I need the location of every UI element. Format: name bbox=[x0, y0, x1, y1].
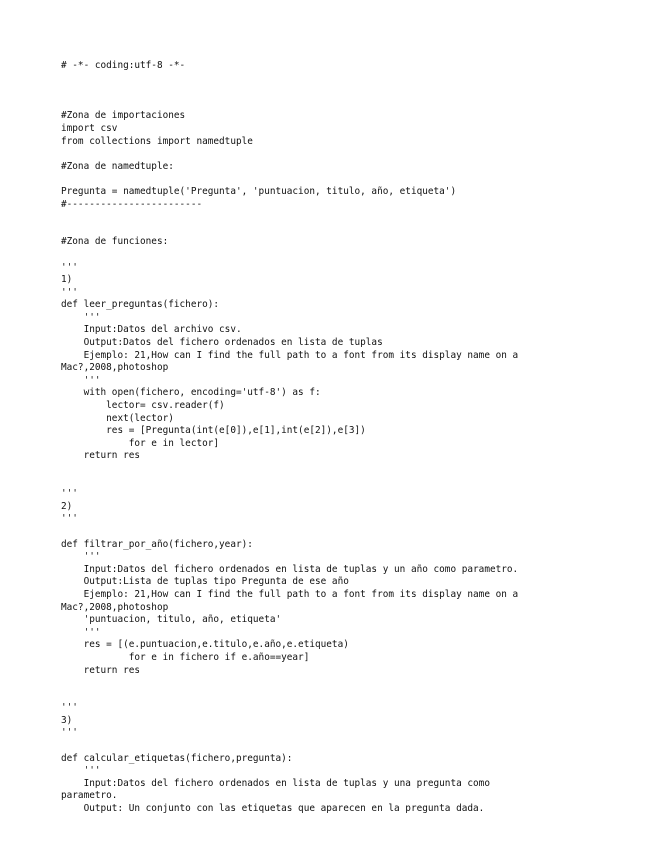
code-line: ''' bbox=[61, 488, 78, 500]
code-line bbox=[61, 148, 646, 161]
code-line: def calcular_etiquetas(fichero,pregunta): bbox=[61, 752, 293, 764]
code-line: Output:Datos del fichero ordenados en lista de tuplas bbox=[61, 337, 383, 349]
code-line: 3) bbox=[61, 714, 73, 726]
code-line: # -*- coding:utf-8 -*- bbox=[61, 60, 186, 71]
code-line: ''' bbox=[61, 311, 101, 323]
code-listing bbox=[61, 60, 646, 816]
code-line: ''' bbox=[61, 286, 78, 298]
code-line bbox=[61, 690, 646, 703]
code-line: parametro. bbox=[61, 790, 118, 802]
code-line: Input:Datos del fichero ordenados en lista de tuplas y un año como parametro. bbox=[61, 563, 519, 575]
code-line: Input:Datos del fichero ordenados en lista de tuplas y una pregunta como bbox=[61, 777, 490, 789]
code-line: res = [Pregunta(int(e[0]),e[1],int(e[2]),e[3]) bbox=[61, 425, 366, 437]
code-line: with open(fichero, encoding='utf-8') as f: bbox=[61, 387, 321, 399]
code-line bbox=[61, 85, 646, 98]
code-line: Mac?,2008,photoshop bbox=[61, 601, 169, 613]
code-line: ''' bbox=[61, 765, 101, 777]
code-line: 2) bbox=[61, 500, 73, 512]
code-line: from collections import namedtuple bbox=[61, 135, 253, 147]
code-line: Output:Lista de tuplas tipo Pregunta de ese año bbox=[61, 576, 349, 588]
code-line: lector= csv.reader(f) bbox=[61, 400, 225, 412]
code-line bbox=[61, 677, 646, 690]
code-line: #Zona de funciones: bbox=[61, 236, 169, 248]
code-line: ''' bbox=[61, 513, 78, 525]
code-line bbox=[61, 526, 646, 539]
code-line: ''' bbox=[61, 626, 101, 638]
code-line: Ejemplo: 21,How can I find the full path to a font from its display name on a bbox=[61, 588, 519, 600]
code-line bbox=[61, 73, 646, 86]
code-line: return res bbox=[61, 450, 141, 462]
code-line: Output: Un conjunto con las etiquetas que aparecen en la pregunta dada. bbox=[61, 803, 485, 815]
code-line bbox=[61, 98, 646, 111]
code-line: return res bbox=[61, 664, 141, 676]
code-line: def filtrar_por_año(fichero,year): bbox=[61, 538, 253, 550]
code-line bbox=[61, 224, 646, 237]
code-line: 'puntuacion, titulo, año, etiqueta' bbox=[61, 614, 282, 626]
code-line bbox=[61, 740, 646, 753]
code-line: res = [(e.puntuacion,e.titulo,e.año,e.etiqueta) bbox=[61, 639, 349, 651]
code-line: for e in lector] bbox=[61, 437, 220, 449]
code-line bbox=[61, 249, 646, 262]
code-line: #------------------------ bbox=[61, 198, 203, 210]
code-line: 1) bbox=[61, 274, 73, 286]
code-line: Input:Datos del archivo csv. bbox=[61, 324, 242, 336]
code-line bbox=[61, 476, 646, 489]
code-line: Ejemplo: 21,How can I find the full path to a font from its display name on a bbox=[61, 349, 519, 361]
code-line: for e in fichero if e.año==year] bbox=[61, 651, 310, 663]
code-line: ''' bbox=[61, 261, 78, 273]
code-line: Mac?,2008,photoshop bbox=[61, 362, 169, 374]
code-line: ''' bbox=[61, 551, 101, 563]
code-line: ''' bbox=[61, 374, 101, 386]
code-line: def leer_preguntas(fichero): bbox=[61, 299, 220, 311]
code-line: #Zona de importaciones bbox=[61, 110, 186, 122]
code-line bbox=[61, 211, 646, 224]
code-line: import csv bbox=[61, 122, 118, 134]
code-line: Pregunta = namedtuple('Pregunta', 'puntuacion, titulo, año, etiqueta') bbox=[61, 185, 457, 197]
code-line bbox=[61, 173, 646, 186]
code-line: next(lector) bbox=[61, 412, 174, 424]
code-line bbox=[61, 463, 646, 476]
code-line: ''' bbox=[61, 727, 78, 739]
code-line: #Zona de namedtuple: bbox=[61, 160, 174, 172]
code-line: ''' bbox=[61, 702, 78, 714]
